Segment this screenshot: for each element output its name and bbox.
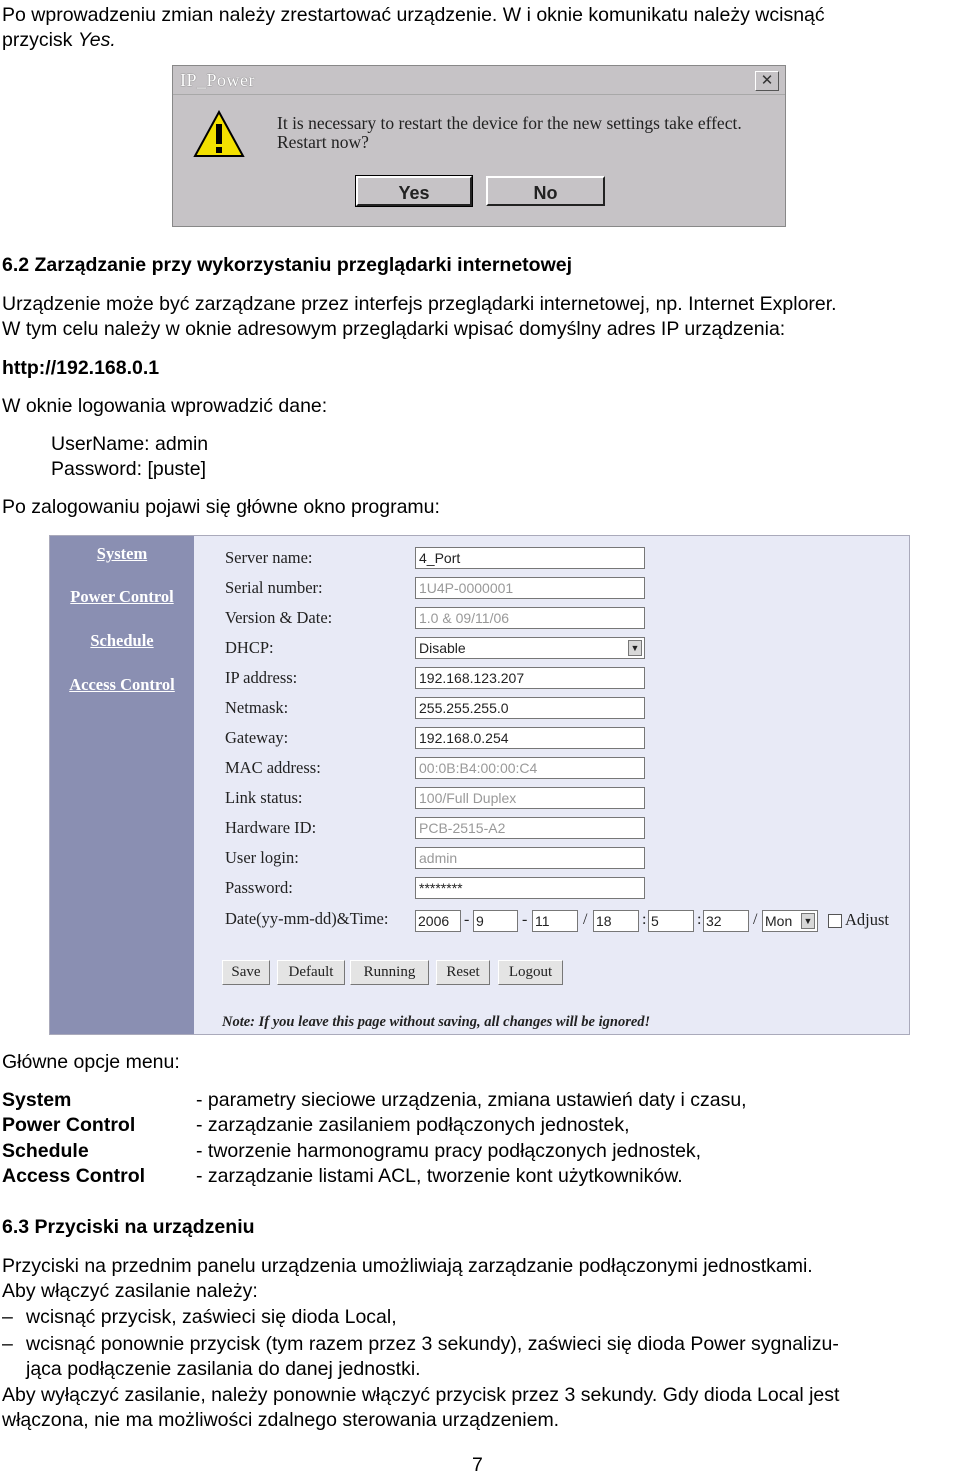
server-name-label: Server name: bbox=[225, 548, 313, 567]
link-status-label: Link status: bbox=[225, 788, 303, 807]
gateway-field[interactable]: 192.168.0.254 bbox=[415, 727, 645, 749]
menu-option-name: Power Control bbox=[2, 1114, 136, 1136]
bullet-2-line-2: jąca podłączenie zasilania do danej jednostki. bbox=[26, 1358, 421, 1380]
web-ui-sidebar bbox=[50, 536, 194, 1034]
section-6-3-line-2: Aby włączyć zasilanie należy: bbox=[2, 1280, 258, 1302]
warning-icon bbox=[193, 110, 245, 158]
dialog-title: IP_Power bbox=[180, 70, 255, 90]
sidebar-item-power-control[interactable]: Power Control bbox=[70, 587, 174, 606]
after-login-text: Po zalogowaniu pojawi się główne okno programu: bbox=[2, 496, 440, 518]
default-button[interactable]: Default bbox=[277, 960, 345, 985]
ip-address-label: IP address: bbox=[225, 668, 298, 687]
version-date-field: 1.0 & 09/11/06 bbox=[415, 607, 645, 629]
serial-number-label: Serial number: bbox=[225, 578, 323, 597]
datetime-label: Date(yy-mm-dd)&Time: bbox=[225, 909, 389, 928]
dialog-message bbox=[277, 114, 742, 152]
chevron-down-icon[interactable]: ▼ bbox=[801, 913, 815, 929]
logout-button[interactable]: Logout bbox=[498, 960, 563, 985]
username-line: UserName: admin bbox=[51, 433, 209, 455]
dialog-message-line-2: Restart now? bbox=[277, 132, 369, 152]
section-6-2-para-2: W tym celu należy w oknie adresowym przeglądarki wpisać domyślny adres IP urządzenia: bbox=[2, 318, 786, 340]
mac-address-field: 00:0B:B4:00:00:C4 bbox=[415, 757, 645, 779]
section-6-2-heading: 6.2 Zarządzanie przy wykorzystaniu przeglądarki internetowej bbox=[2, 254, 573, 276]
sidebar-item-access-control[interactable]: Access Control bbox=[69, 675, 175, 694]
adjust-checkbox[interactable] bbox=[828, 914, 842, 928]
date-separator: / bbox=[583, 911, 588, 928]
netmask-label: Netmask: bbox=[225, 698, 289, 717]
serial-number-field: 1U4P-0000001 bbox=[415, 577, 645, 599]
bullet-dash: – bbox=[2, 1306, 13, 1328]
section-6-3-line-1: Przyciski na przednim panelu urządzenia umożliwiają zarządzanie podłączonymi jednostkami. bbox=[2, 1255, 813, 1277]
date-separator: - bbox=[464, 911, 470, 928]
sidebar-item-system[interactable]: System bbox=[96, 544, 148, 563]
close-icon[interactable]: ✕ bbox=[755, 71, 779, 91]
save-button[interactable]: Save bbox=[222, 960, 270, 985]
dhcp-selected-value: Disable bbox=[419, 640, 466, 656]
yes-word: Yes. bbox=[77, 29, 116, 51]
bullet-1: wcisnąć przycisk, zaświeci się dioda Local, bbox=[26, 1306, 397, 1328]
reset-button[interactable]: Reset bbox=[436, 960, 490, 985]
section-6-3-line-4: włączona, nie ma możliwości zdalnego sterowania urządzeniem. bbox=[2, 1409, 560, 1431]
hardware-id-field: PCB-2515-A2 bbox=[415, 817, 645, 839]
menu-option-desc: - parametry sieciowe urządzenia, zmiana ustawień daty i czasu, bbox=[196, 1089, 747, 1111]
chevron-down-icon[interactable]: ▼ bbox=[628, 640, 642, 656]
running-button[interactable]: Running bbox=[350, 960, 429, 985]
dhcp-select[interactable] bbox=[415, 637, 645, 659]
time-separator: : bbox=[697, 911, 702, 928]
version-date-label: Version & Date: bbox=[225, 608, 333, 627]
intro-prefix: przycisk bbox=[2, 29, 78, 51]
hardware-id-label: Hardware ID: bbox=[225, 818, 317, 837]
date-separator: - bbox=[522, 911, 528, 928]
intro-line-1: Po wprowadzeniu zmian należy zrestartować urządzenie. W i oknie komunikatu należy wcisnąć bbox=[2, 4, 825, 26]
password-label: Password: bbox=[225, 878, 293, 897]
year-field[interactable]: 2006 bbox=[415, 910, 461, 932]
page-number: 7 bbox=[472, 1454, 483, 1476]
weekday-selected-value: Mon bbox=[765, 913, 793, 929]
section-6-3-line-3: Aby wyłączyć zasilanie, należy ponownie włączyć przycisk przez 3 sekundy. Gdy dioda Local jest bbox=[2, 1384, 840, 1406]
netmask-field[interactable]: 255.255.255.0 bbox=[415, 697, 645, 719]
password-field[interactable]: ******** bbox=[415, 877, 645, 899]
no-button[interactable]: No bbox=[486, 176, 605, 206]
gateway-label: Gateway: bbox=[225, 728, 289, 747]
bullet-2-line-1: wcisnąć ponownie przycisk (tym razem przez 3 sekundy), zaświeci się dioda Power sygnalizu- bbox=[26, 1333, 839, 1355]
menu-option-desc: - tworzenie harmonogramu pracy podłączonych jednostek, bbox=[196, 1140, 702, 1162]
second-field[interactable]: 32 bbox=[703, 910, 749, 932]
link-status-field: 100/Full Duplex bbox=[415, 787, 645, 809]
adjust-label: Adjust bbox=[845, 910, 890, 929]
month-field[interactable]: 9 bbox=[473, 910, 518, 932]
password-line: Password: [puste] bbox=[51, 458, 206, 480]
dialog-titlebar bbox=[173, 66, 785, 95]
menu-options-heading: Główne opcje menu: bbox=[2, 1051, 180, 1073]
intro-line-2 bbox=[2, 28, 116, 53]
sidebar-item-schedule[interactable]: Schedule bbox=[90, 631, 154, 650]
default-url: http://192.168.0.1 bbox=[2, 357, 160, 379]
ip-address-field[interactable]: 192.168.123.207 bbox=[415, 667, 645, 689]
login-intro: W oknie logowania wprowadzić dane: bbox=[2, 395, 328, 417]
day-field[interactable]: 11 bbox=[532, 910, 578, 932]
mac-address-label: MAC address: bbox=[225, 758, 321, 777]
section-6-3-heading: 6.3 Przyciski na urządzeniu bbox=[2, 1216, 255, 1238]
unsaved-changes-note: Note: If you leave this page without saving, all changes will be ignored! bbox=[222, 1014, 651, 1030]
user-login-label: User login: bbox=[225, 848, 299, 867]
hour-field[interactable]: 18 bbox=[593, 910, 639, 932]
minute-field[interactable]: 5 bbox=[648, 910, 694, 932]
yes-button[interactable]: Yes bbox=[356, 176, 472, 206]
user-login-field: admin bbox=[415, 847, 645, 869]
menu-option-name: Schedule bbox=[2, 1140, 89, 1162]
dhcp-label: DHCP: bbox=[225, 638, 274, 657]
web-ui-screenshot bbox=[49, 535, 910, 1035]
menu-option-name: Access Control bbox=[2, 1165, 146, 1187]
menu-option-name: System bbox=[2, 1089, 72, 1111]
menu-option-desc: - zarządzanie zasilaniem podłączonych jednostek, bbox=[196, 1114, 630, 1136]
server-name-field[interactable]: 4_Port bbox=[415, 547, 645, 569]
time-separator: : bbox=[642, 911, 647, 928]
dialog-message-line-1: It is necessary to restart the device for the new settings take effect. bbox=[277, 113, 742, 133]
restart-dialog bbox=[172, 65, 786, 227]
bullet-dash: – bbox=[2, 1333, 13, 1355]
weekday-separator: / bbox=[753, 911, 758, 928]
section-6-2-para-1: Urządzenie może być zarządzane przez interfejs przeglądarki internetowej, np. Internet Explorer. bbox=[2, 293, 837, 315]
weekday-select[interactable] bbox=[762, 910, 818, 932]
menu-option-desc: - zarządzanie listami ACL, tworzenie kont użytkowników. bbox=[196, 1165, 683, 1187]
